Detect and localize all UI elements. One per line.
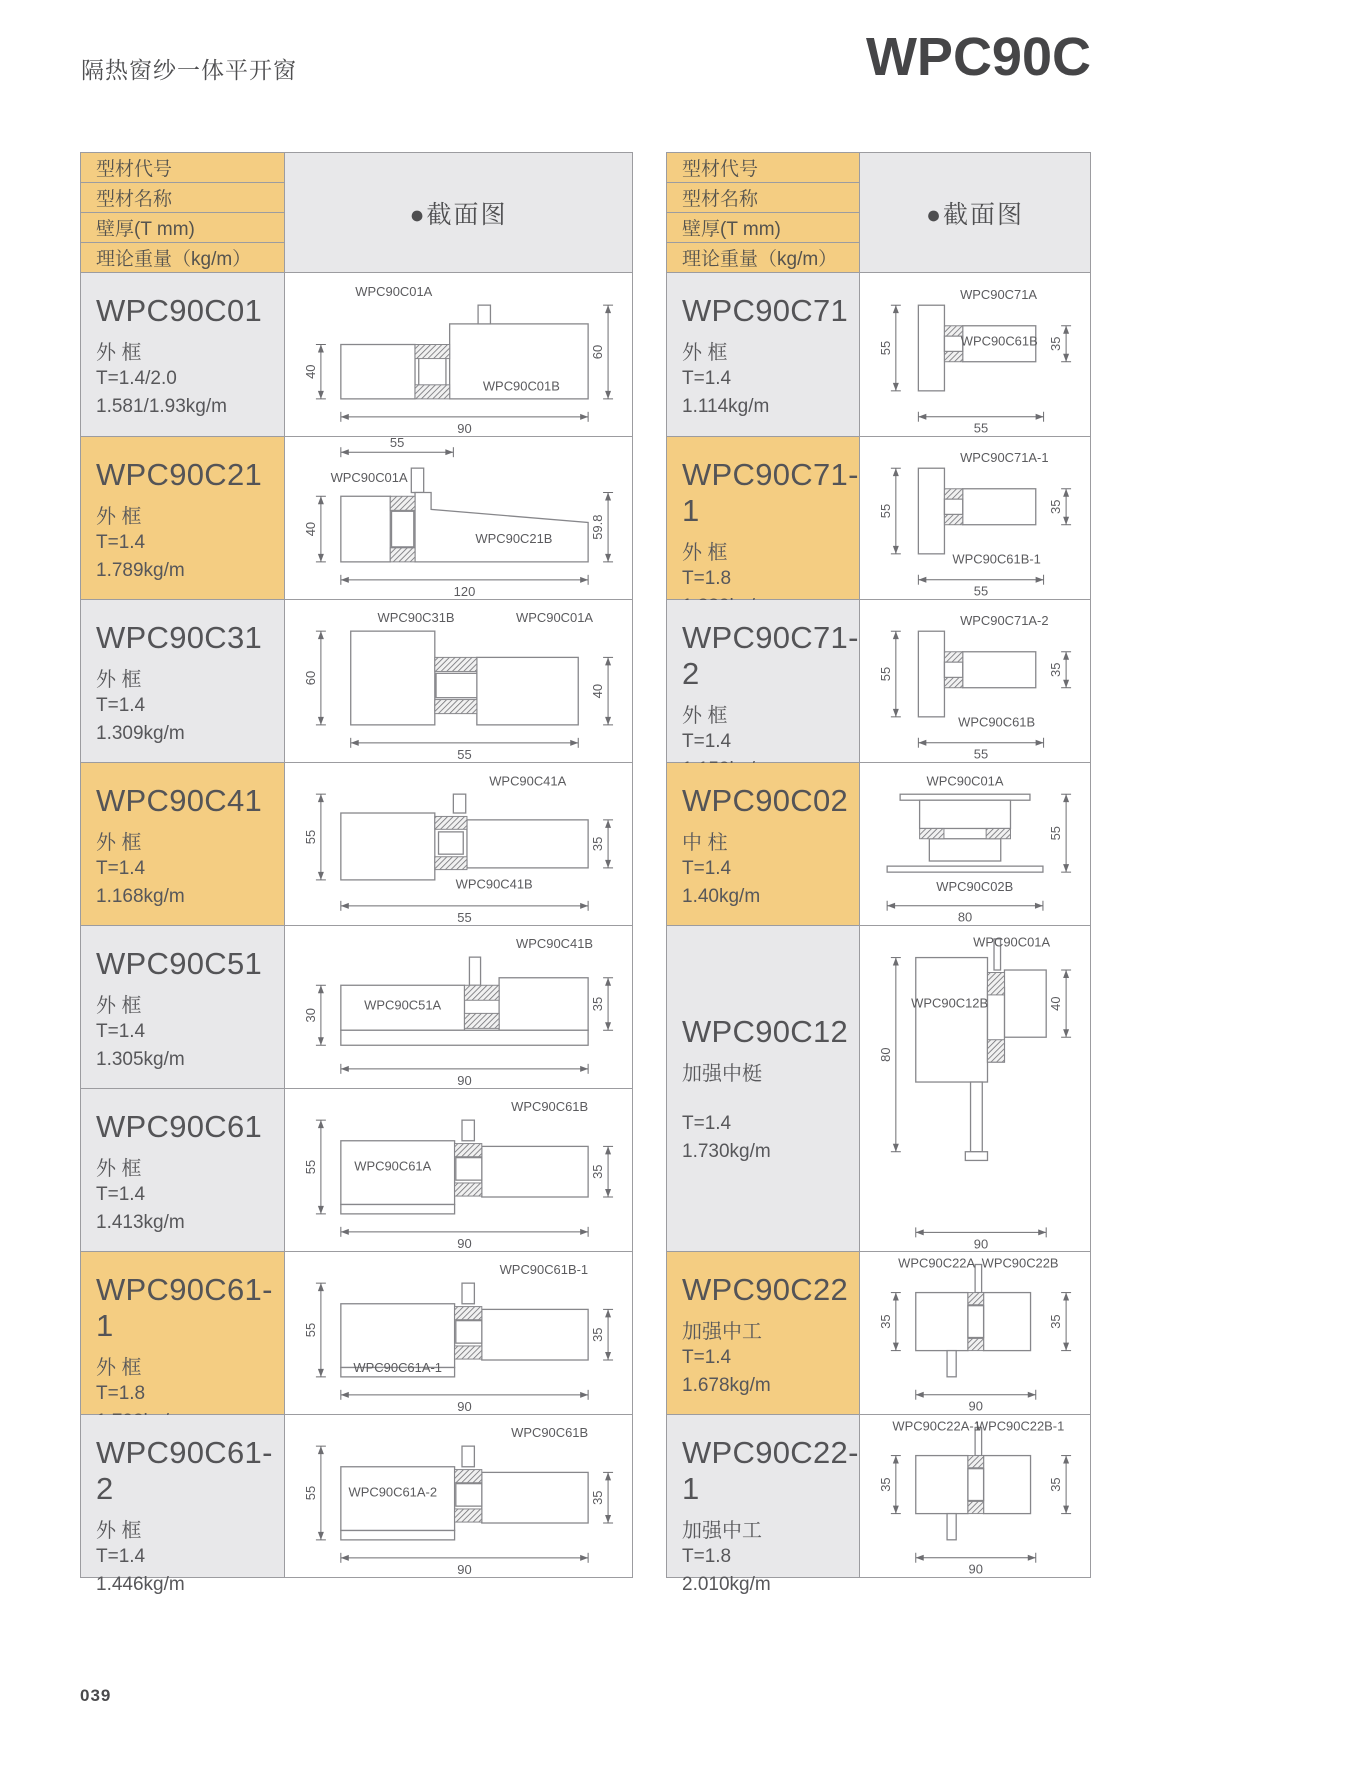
svg-text:55: 55 — [457, 909, 472, 924]
profile-spec — [96, 529, 276, 585]
svg-text:80: 80 — [877, 1046, 893, 1062]
svg-text:80: 80 — [957, 909, 973, 924]
profile-name: 外 框 — [682, 342, 728, 364]
svg-text:55: 55 — [1048, 825, 1064, 841]
header-cell: 型材代号 — [81, 153, 284, 183]
profile-code: WPC90C21 — [96, 457, 263, 492]
svg-text:WPC90C51A: WPC90C51A — [364, 997, 442, 1013]
table-row — [81, 1251, 632, 1414]
svg-text:35: 35 — [1048, 1477, 1064, 1492]
table-row — [667, 1251, 1090, 1414]
section-drawing — [284, 600, 632, 762]
section-drawing — [859, 926, 1090, 1251]
profile-section-svg — [285, 601, 632, 761]
section-drawing — [284, 437, 632, 599]
profile-code: WPC90C61-2 — [96, 1435, 273, 1506]
svg-text:55: 55 — [973, 420, 989, 435]
profile-section-svg — [860, 1253, 1090, 1413]
profile-weight: 1.446kg/m — [96, 1574, 185, 1595]
profile-code: WPC90C01 — [96, 293, 263, 328]
section-drawing — [859, 437, 1090, 599]
svg-text:35: 35 — [590, 1490, 606, 1505]
profile-name: 外 框 — [96, 832, 142, 854]
svg-text:90: 90 — [973, 1235, 989, 1251]
profile-spec — [682, 1543, 851, 1599]
profile-info-cell — [667, 1252, 859, 1414]
svg-text:WPC90C22A: WPC90C22A — [898, 1255, 976, 1271]
profile-section-svg — [285, 927, 632, 1087]
svg-text:35: 35 — [590, 996, 606, 1012]
svg-text:90: 90 — [968, 1561, 983, 1576]
profile-info-cell — [81, 600, 284, 762]
svg-text:WPC90C01B: WPC90C01B — [482, 377, 560, 393]
profile-thickness: T=1.4 — [96, 1021, 146, 1042]
svg-text:WPC90C61B-1: WPC90C61B-1 — [952, 551, 1041, 567]
profile-weight: 1.730kg/m — [682, 1140, 771, 1162]
svg-text:55: 55 — [877, 340, 893, 355]
profile-name: 加强中工 — [682, 1520, 762, 1542]
profile-section-svg — [285, 1416, 632, 1576]
table-header — [81, 153, 632, 273]
svg-text:35: 35 — [877, 1477, 893, 1492]
profile-spec — [96, 855, 276, 911]
profile-info-cell — [81, 273, 284, 436]
svg-text:55: 55 — [877, 503, 893, 519]
section-drawing — [284, 1252, 632, 1414]
profile-spec — [96, 365, 276, 421]
section-drawing — [284, 273, 632, 436]
profile-name: 中 柱 — [682, 832, 728, 854]
profile-code: WPC90C12 — [682, 1013, 849, 1049]
svg-text:WPC90C01A: WPC90C01A — [330, 470, 408, 486]
profile-weight: 1.413kg/m — [96, 1212, 185, 1233]
profile-info-cell — [81, 1089, 284, 1251]
table-row — [81, 273, 632, 436]
profile-thickness: T=1.4 — [682, 368, 732, 389]
table-row — [81, 1088, 632, 1251]
svg-text:55: 55 — [877, 666, 893, 682]
profile-name: 外 框 — [96, 342, 142, 364]
profile-code: WPC90C61-1 — [96, 1272, 273, 1343]
profile-section-svg — [860, 275, 1090, 435]
profile-thickness: T=1.4 — [96, 1546, 146, 1567]
svg-text:120: 120 — [453, 583, 476, 598]
profile-spec — [682, 1110, 851, 1166]
svg-text:WPC90C71A-1: WPC90C71A-1 — [960, 450, 1049, 466]
profile-thickness: T=1.8 — [682, 568, 732, 589]
profile-code: WPC90C51 — [96, 946, 263, 981]
profile-weight: 1.309kg/m — [96, 723, 185, 744]
svg-text:WPC90C01A: WPC90C01A — [926, 773, 1004, 789]
svg-text:90: 90 — [457, 420, 472, 435]
model-code: WPC90C — [865, 27, 1091, 87]
svg-text:WPC90C61B: WPC90C61B — [511, 1098, 589, 1114]
table-row — [667, 925, 1090, 1251]
profile-thickness: T=1.4 — [682, 1347, 732, 1368]
profile-info-cell — [81, 763, 284, 925]
profile-thickness: T=1.4/2.0 — [96, 368, 177, 389]
profile-weight: 2.010kg/m — [682, 1574, 771, 1595]
table-row — [667, 436, 1090, 599]
section-drawing — [859, 763, 1090, 925]
profile-name: 加强中工 — [682, 1321, 762, 1343]
svg-text:60: 60 — [302, 670, 318, 686]
profile-info-cell — [667, 926, 859, 1251]
section-drawing-header: ●截面图 — [284, 153, 632, 272]
svg-text:90: 90 — [968, 1398, 983, 1413]
profile-code: WPC90C61 — [96, 1109, 263, 1144]
profile-table-right — [666, 152, 1091, 1595]
svg-text:30: 30 — [302, 1008, 318, 1023]
profile-weight: 1.581/1.93kg/m — [96, 396, 227, 417]
svg-text:55: 55 — [302, 1159, 318, 1175]
svg-text:35: 35 — [590, 836, 606, 852]
profile-thickness: T=1.4 — [96, 695, 146, 716]
profile-section-svg — [285, 1253, 632, 1413]
section-drawing — [284, 1415, 632, 1577]
table-row — [667, 1414, 1090, 1595]
profile-info-cell — [81, 437, 284, 599]
svg-text:35: 35 — [590, 1327, 606, 1342]
profile-weight: 1.168kg/m — [96, 886, 185, 907]
profile-thickness: T=1.4 — [96, 858, 146, 879]
svg-text:90: 90 — [457, 1398, 472, 1413]
svg-text:WPC90C31B: WPC90C31B — [377, 609, 455, 625]
svg-text:WPC90C41B: WPC90C41B — [516, 935, 594, 951]
svg-text:90: 90 — [457, 1072, 472, 1087]
svg-text:WPC90C01A: WPC90C01A — [516, 609, 594, 625]
profile-thickness: T=1.4 — [682, 731, 732, 752]
table-row — [81, 599, 632, 762]
profile-code: WPC90C31 — [96, 620, 263, 655]
svg-text:WPC90C41B: WPC90C41B — [455, 876, 533, 892]
profile-name: 外 框 — [96, 1520, 142, 1542]
svg-text:WPC90C61B-1: WPC90C61B-1 — [499, 1261, 589, 1277]
svg-text:90: 90 — [457, 1561, 472, 1576]
table-header — [667, 153, 1090, 273]
svg-text:WPC90C01A: WPC90C01A — [355, 283, 433, 299]
profile-thickness: T=1.4 — [96, 1184, 146, 1205]
svg-text:55: 55 — [973, 583, 989, 598]
profile-spec — [682, 1344, 851, 1400]
header-cell: 理论重量（kg/m） — [682, 249, 838, 270]
profile-thickness: T=1.4 — [682, 858, 732, 879]
section-drawing — [859, 1415, 1090, 1577]
svg-text:WPC90C71A: WPC90C71A — [960, 286, 1038, 302]
profile-info-cell — [81, 1415, 284, 1595]
svg-text:WPC90C61A-1: WPC90C61A-1 — [353, 1360, 442, 1376]
profile-section-svg — [285, 438, 632, 598]
svg-text:35: 35 — [1048, 499, 1064, 514]
profile-name: 外 框 — [682, 705, 728, 727]
header-cell: 型材代号 — [667, 153, 859, 183]
svg-text:35: 35 — [1048, 336, 1064, 351]
table-row — [667, 762, 1090, 925]
profile-info-cell — [667, 437, 859, 599]
profile-name: 外 框 — [96, 669, 142, 691]
profile-code: WPC90C22 — [682, 1272, 849, 1307]
profile-name: 外 框 — [96, 506, 142, 528]
profile-weight: 1.678kg/m — [682, 1375, 771, 1396]
profile-name: 加强中梃 — [682, 1062, 762, 1085]
svg-text:55: 55 — [302, 1322, 318, 1338]
svg-text:WPC90C61B: WPC90C61B — [511, 1424, 589, 1440]
svg-text:40: 40 — [590, 683, 606, 699]
page-title: 隔热窗纱一体平开窗 — [81, 57, 297, 83]
table-row — [81, 762, 632, 925]
svg-text:WPC90C22A-1: WPC90C22A-1 — [892, 1418, 981, 1434]
profile-spec — [682, 365, 851, 421]
profile-info-cell — [81, 1252, 284, 1414]
svg-text:WPC90C21B: WPC90C21B — [475, 531, 553, 547]
svg-text:WPC90C61B: WPC90C61B — [958, 714, 1036, 730]
svg-text:WPC90C61B: WPC90C61B — [960, 332, 1038, 348]
profile-weight: 1.40kg/m — [682, 886, 761, 907]
profile-spec — [96, 1543, 276, 1599]
profile-spec — [96, 1181, 276, 1237]
header-label-column — [667, 153, 859, 272]
profile-code: WPC90C41 — [96, 783, 263, 818]
table-row — [81, 436, 632, 599]
svg-text:35: 35 — [1048, 662, 1064, 677]
header-cell: 壁厚(T mm) — [81, 213, 284, 243]
profile-section-svg — [285, 1090, 632, 1250]
svg-text:WPC90C61A: WPC90C61A — [354, 1158, 432, 1174]
svg-text:WPC90C71A-2: WPC90C71A-2 — [960, 613, 1049, 629]
profile-code: WPC90C71 — [682, 293, 849, 328]
profile-info-cell — [667, 1415, 859, 1595]
svg-text:WPC90C22B-1: WPC90C22B-1 — [975, 1418, 1065, 1434]
svg-text:60: 60 — [590, 344, 606, 359]
table-row — [667, 273, 1090, 436]
svg-text:55: 55 — [302, 829, 318, 845]
profile-section-svg — [860, 438, 1090, 598]
page-number: 039 — [80, 1686, 112, 1705]
profile-code: WPC90C71-1 — [682, 457, 859, 528]
profile-weight: 1.789kg/m — [96, 560, 185, 581]
profile-weight: 1.114kg/m — [682, 396, 770, 417]
svg-text:35: 35 — [877, 1314, 893, 1329]
profile-code: WPC90C22-1 — [682, 1435, 859, 1506]
profile-info-cell — [667, 273, 859, 436]
svg-text:40: 40 — [1048, 995, 1064, 1011]
profile-spec — [96, 692, 276, 748]
svg-text:40: 40 — [302, 363, 318, 379]
profile-code: WPC90C71-2 — [682, 620, 859, 691]
section-drawing — [859, 1252, 1090, 1414]
svg-text:59.8: 59.8 — [590, 514, 606, 540]
profile-section-svg — [860, 601, 1090, 761]
header-label-column — [81, 153, 284, 272]
header-cell: 壁厚(T mm) — [667, 213, 859, 243]
profile-weight: 1.305kg/m — [96, 1049, 185, 1070]
profile-info-cell — [667, 763, 859, 925]
profile-info-cell — [667, 600, 859, 762]
header-cell: 型材名称 — [81, 183, 284, 213]
table-row — [81, 925, 632, 1088]
profile-thickness: T=1.4 — [96, 532, 146, 553]
section-drawing — [284, 763, 632, 925]
svg-text:40: 40 — [302, 521, 318, 537]
section-drawing-header: ●截面图 — [859, 153, 1090, 272]
profile-section-svg — [860, 764, 1090, 924]
profile-info-cell — [81, 926, 284, 1088]
profile-table-left — [80, 152, 633, 1595]
profile-section-svg — [285, 275, 632, 435]
profile-section-svg — [860, 927, 1090, 1251]
profile-section-svg — [860, 1416, 1090, 1576]
svg-text:55: 55 — [457, 746, 472, 761]
header-cell: 型材名称 — [667, 183, 859, 213]
section-drawing — [284, 926, 632, 1088]
profile-name: 外 框 — [96, 995, 142, 1017]
profile-spec — [96, 1018, 276, 1074]
profile-section-svg — [285, 764, 632, 924]
section-drawing — [859, 600, 1090, 762]
svg-text:WPC90C01A: WPC90C01A — [973, 933, 1051, 949]
svg-text:55: 55 — [389, 438, 405, 451]
svg-text:90: 90 — [457, 1235, 472, 1250]
profile-thickness: T=1.8 — [96, 1383, 146, 1404]
table-row — [667, 599, 1090, 762]
profile-thickness: T=1.4 — [682, 1112, 732, 1134]
svg-text:WPC90C61A-2: WPC90C61A-2 — [348, 1484, 438, 1500]
svg-text:WPC90C41A: WPC90C41A — [489, 773, 567, 789]
profile-name: 外 框 — [96, 1357, 142, 1379]
svg-text:WPC90C12B: WPC90C12B — [911, 994, 989, 1010]
table-row — [81, 1414, 632, 1595]
svg-text:WPC90C02B: WPC90C02B — [936, 878, 1014, 894]
profile-thickness: T=1.8 — [682, 1546, 732, 1567]
section-drawing — [284, 1089, 632, 1251]
svg-text:35: 35 — [1048, 1314, 1064, 1329]
profile-name: 外 框 — [682, 542, 728, 564]
header-cell: 理论重量（kg/m） — [96, 249, 252, 270]
profile-name: 外 框 — [96, 1158, 142, 1180]
svg-text:55: 55 — [973, 746, 989, 761]
profile-spec — [682, 855, 851, 911]
svg-text:55: 55 — [302, 1485, 318, 1501]
section-drawing — [859, 273, 1090, 436]
svg-text:35: 35 — [590, 1164, 606, 1179]
svg-text:WPC90C22B: WPC90C22B — [981, 1255, 1059, 1271]
profile-code: WPC90C02 — [682, 783, 849, 818]
